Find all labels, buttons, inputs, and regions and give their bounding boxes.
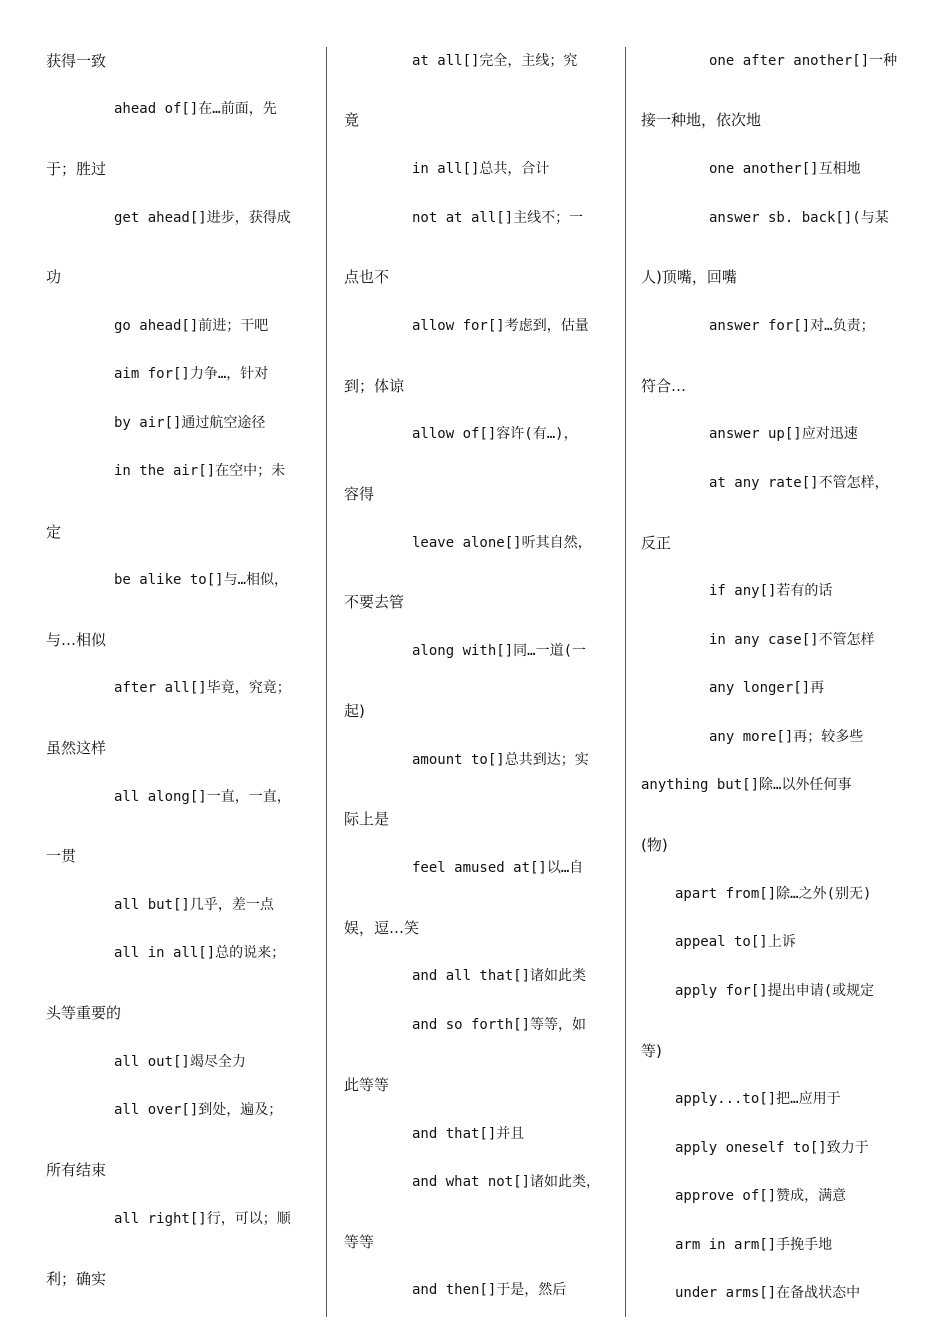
text-line: and so forth[]等等，如 [412,1017,587,1033]
text-line: under arms[]在备战状态中 [675,1285,861,1301]
text-line: 符合… [641,377,687,395]
text-line: and then[]于是，然后 [412,1282,567,1298]
text-line: 利；确实 [46,1270,107,1288]
text-line: go ahead[]前进；干吧 [114,318,269,334]
text-line: 所有结束 [46,1161,107,1179]
text-line: 等等 [344,1233,375,1251]
column-2 [344,47,612,1327]
text-line: not at all[]主线不；一 [412,210,584,226]
text-line: one another[]互相地 [709,161,861,177]
text-line: any more[]再；较多些 [709,729,864,745]
text-line: amount to[]总共到达；实 [412,752,589,768]
text-line: and that[]并且 [412,1126,525,1142]
text-line: appeal to[]上诉 [675,934,796,950]
text-line: get ahead[]进步，获得成 [114,210,291,226]
column-divider-1 [326,47,327,1317]
text-line: in the air[]在空中；未 [114,463,286,479]
text-line: aim for[]力争…，针对 [114,366,269,382]
text-line: 与…相似 [46,631,107,649]
text-line: ahead of[]在…前面，先 [114,101,277,117]
text-line: 容得 [344,485,375,503]
text-line: anything but[]除…以外任何事 [641,777,852,793]
text-line: 际上是 [344,810,390,828]
text-line: along with[]同…一道(一 [412,643,587,659]
text-line: apply oneself to[]致力于 [675,1140,869,1156]
text-line: in any case[]不管怎样 [709,632,875,648]
text-line: any longer[]再 [709,680,825,696]
text-line: answer sb. back[](与某 [709,210,889,226]
text-line: 竟 [344,111,360,129]
text-line: 到；体谅 [344,377,405,395]
text-line: one after another[]一种 [709,53,898,69]
text-line: answer for[]对…负责； [709,318,875,334]
text-line: and all that[]诸如此类 [412,968,587,984]
text-line: 定 [46,523,62,541]
text-line: all in all[]总的说来； [114,945,286,961]
text-line: 头等重要的 [46,1004,122,1022]
text-line: at any rate[]不管怎样， [709,475,889,491]
text-line: 人)顶嘴，回嘴 [641,268,737,286]
text-line: 等) [641,1042,662,1060]
text-line: at all[]完全，主线；究 [412,53,578,69]
text-line: apply for[]提出申请(或规定 [675,983,875,999]
text-line: 此等等 [344,1076,390,1094]
text-line: apply...to[]把…应用于 [675,1091,841,1107]
text-line: and what not[]诸如此类， [412,1174,601,1190]
text-line: all over[]到处，遍及； [114,1102,283,1118]
text-line: be alike to[]与…相似， [114,572,289,588]
text-line: all out[]竭尽全力 [114,1054,246,1070]
text-line: 虽然这样 [46,739,107,757]
text-line: in all[]总共，合计 [412,161,550,177]
text-line: 功 [46,268,62,286]
text-line: all right[]行，可以；顺 [114,1211,291,1227]
text-line: 不要去管 [344,593,405,611]
text-line: arm in arm[]手挽手地 [675,1237,833,1253]
text-line: all but[]几乎，差一点 [114,897,274,913]
text-line: 于；胜过 [46,160,107,178]
text-line: apart from[]除…之外(别无) [675,886,872,902]
column-1 [46,47,312,1327]
text-line: (物) [641,836,668,854]
text-line: feel amused at[]以…自 [412,860,584,876]
text-line: leave alone[]听其自然， [412,535,592,551]
column-3 [641,47,907,1327]
text-line: after all[]毕竟，究竟； [114,680,291,696]
column-divider-2 [625,47,626,1317]
text-line: 起) [344,702,365,720]
text-line: 接一种地，依次地 [641,111,762,129]
text-line: 一贯 [46,847,77,865]
text-line: all along[]一直，一直， [114,789,291,805]
text-line: 获得一致 [46,52,107,70]
text-line: allow of[]容许(有…)， [412,426,578,442]
text-line: 点也不 [344,268,390,286]
text-line: if any[]若有的话 [709,583,833,599]
text-line: by air[]通过航空途径 [114,415,266,431]
text-line: 反正 [641,534,672,552]
text-line: 娱，逗…笑 [344,919,420,937]
text-line: approve of[]赞成，满意 [675,1188,847,1204]
text-line: answer up[]应对迅速 [709,426,858,442]
text-line: allow for[]考虑到，估量 [412,318,589,334]
